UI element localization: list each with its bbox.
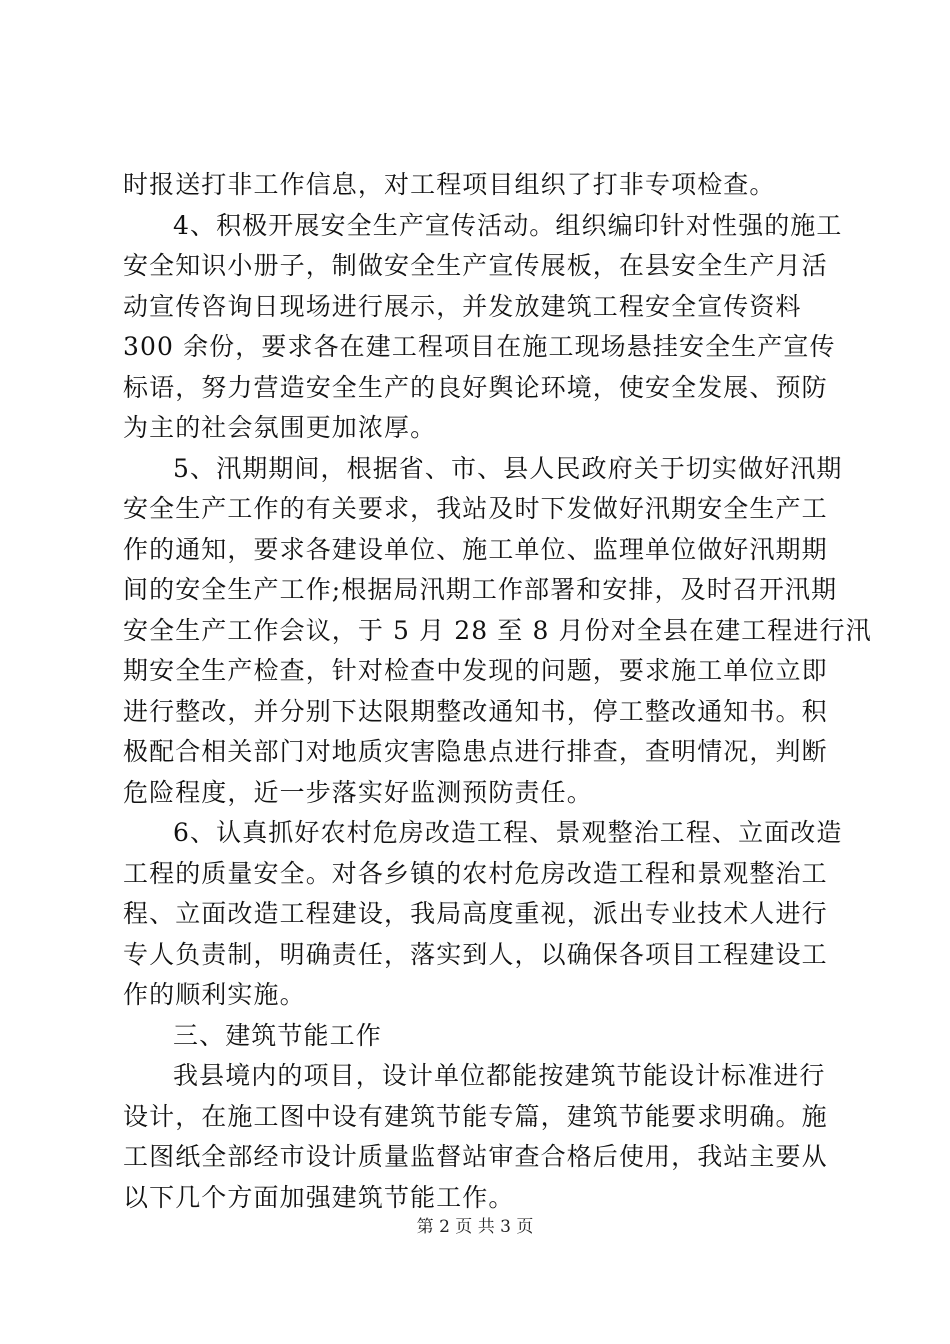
text-line: 以下几个方面加强建筑节能工作。 (123, 1183, 515, 1212)
text-line: 间的安全生产工作;根据局汛期工作部署和安排，及时召开汛期 (123, 575, 838, 604)
text-line: 为主的社会氛围更加浓厚。 (123, 413, 437, 442)
text-line: 期安全生产检查，针对检查中发现的问题，要求施工单位立即 (123, 656, 828, 685)
text-line: 作的通知，要求各建设单位、施工单位、监理单位做好汛期期 (123, 535, 828, 564)
text-line: 进行整改，并分别下达限期整改通知书，停工整改通知书。积 (123, 697, 828, 726)
text-line: 极配合相关部门对地质灾害隐患点进行排查，查明情况，判断 (123, 737, 828, 766)
text-line: 安全知识小册子，制做安全生产宣传展板，在县安全生产月活 (123, 251, 828, 280)
paragraph-first-line: 6、认真抓好农村危房改造工程、景观整治工程、立面改造 (173, 818, 843, 847)
page-footer: 第 2 页 共 3 页 (416, 1217, 534, 1237)
text-line: 专人负责制，明确责任，落实到人，以确保各项目工程建设工 (123, 940, 828, 969)
paragraph-first-line: 5、汛期期间，根据省、市、县人民政府关于切实做好汛期 (173, 454, 843, 483)
text-line: 安全生产工作的有关要求，我站及时下发做好汛期安全生产工 (123, 494, 828, 523)
text-line: 作的顺利实施。 (123, 980, 306, 1009)
text-line: 标语，努力营造安全生产的良好舆论环境，使安全发展、预防 (123, 373, 828, 402)
text-line: 安全生产工作会议，于 5 月 28 至 8 月份对全县在建工程进行汛 (123, 616, 872, 645)
text-line: 动宣传咨询日现场进行展示，并发放建筑工程安全宣传资料 (123, 292, 802, 321)
text-line: 程、立面改造工程建设，我局高度重视，派出专业技术人进行 (123, 899, 828, 928)
text-line: 300 余份，要求各在建工程项目在施工现场悬挂安全生产宣传 (123, 332, 836, 361)
text-line: 设计，在施工图中设有建筑节能专篇，建筑节能要求明确。施 (123, 1102, 828, 1131)
text-line: 工程的质量安全。对各乡镇的农村危房改造工程和景观整治工 (123, 859, 828, 888)
paragraph-first-line: 4、积极开展安全生产宣传活动。组织编印针对性强的施工 (173, 211, 843, 240)
text-line: 时报送打非工作信息，对工程项目组织了打非专项检查。 (123, 170, 776, 199)
text-line: 工图纸全部经市设计质量监督站审查合格后使用，我站主要从 (123, 1142, 828, 1171)
text-line: 危险程度，近一步落实好监测预防责任。 (123, 778, 593, 807)
paragraph-first-line: 我县境内的项目，设计单位都能按建筑节能设计标准进行 (173, 1061, 826, 1090)
section-heading: 三、建筑节能工作 (173, 1021, 382, 1050)
